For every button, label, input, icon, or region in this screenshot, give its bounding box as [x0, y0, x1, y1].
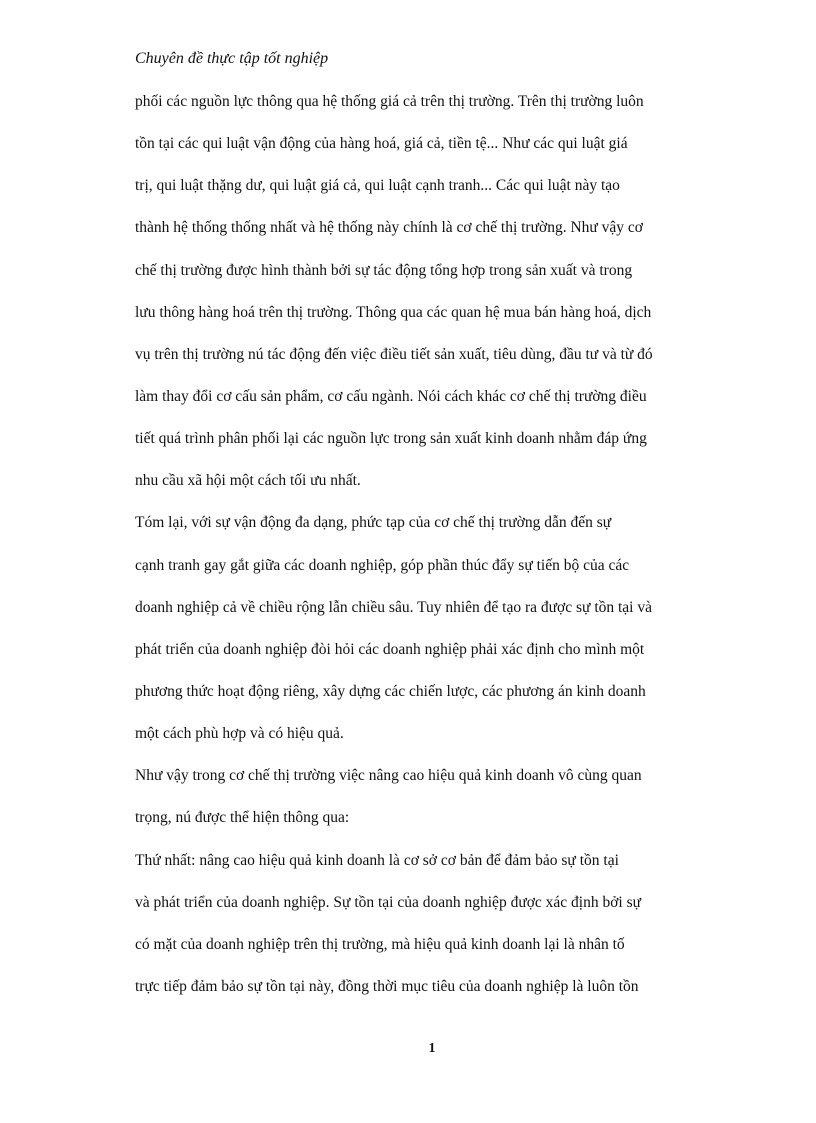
text-line: phương thức hoạt động riêng, xây dựng các chiến lược, các phương án kinh doanh [135, 682, 646, 700]
body-text [135, 89, 715, 1016]
text-line: thành hệ thống thống nhất và hệ thống này chính là cơ chế thị trường. Như vậy cơ [135, 219, 643, 237]
text-line: vụ trên thị trường nú tác động đến việc điều tiết sản xuất, tiêu dùng, đầu tư và từ đó [135, 345, 653, 363]
page-number: 1 [428, 1041, 436, 1056]
text-line: Như vậy trong cơ chế thị trường việc nâng cao hiệu quả kinh doanh vô cùng quan [135, 767, 642, 785]
text-line: tiết quá trình phân phối lại các nguồn lực trong sản xuất kinh doanh nhằm đáp ứng [135, 430, 647, 448]
text-line: cạnh tranh gay gắt giữa các doanh nghiệp, góp phần thúc đẩy sự tiến bộ của các [135, 556, 630, 574]
text-line: Thứ nhất: nâng cao hiệu quả kinh doanh là cơ sở cơ bản để đảm bảo sự tồn tại [135, 851, 619, 869]
text-line: trực tiếp đảm bảo sự tồn tại này, đồng thời mục tiêu của doanh nghiệp là luôn tồn [135, 977, 639, 995]
text-line: Tóm lại, với sự vận động đa dạng, phức tạp của cơ chế thị trường dẫn đến sự [135, 514, 612, 532]
text-line: làm thay đổi cơ cấu sản phẩm, cơ cấu ngành. Nói cách khác cơ chế thị trường điều [135, 387, 647, 405]
text-line: chế thị trường được hình thành bởi sự tác động tổng hợp trong sản xuất và trong [135, 261, 633, 279]
text-line: doanh nghiệp cả về chiều rộng lẫn chiều sâu. Tuy nhiên để tạo ra được sự tồn tại và [135, 598, 652, 616]
text-line: phối các nguồn lực thông qua hệ thống giá cả trên thị trường. Trên thị trường luôn [135, 93, 644, 110]
text-line: lưu thông hàng hoá trên thị trường. Thông qua các quan hệ mua bán hàng hoá, dịch [135, 303, 652, 321]
text-line: nhu cầu xã hội một cách tối ưu nhất. [135, 472, 361, 490]
text-line: có mặt của doanh nghiệp trên thị trường, mà hiệu quả kinh doanh lại là nhân tố [135, 935, 625, 953]
text-line: một cách phù hợp và có hiệu quả. [135, 725, 344, 743]
text-line: và phát triển của doanh nghiệp. Sự tồn tại của doanh nghiệp được xác định bởi sự [135, 893, 642, 911]
running-header: Chuyên đề thực tập tốt nghiệp [135, 50, 329, 67]
text-line: phát triển của doanh nghiệp đòi hỏi các doanh nghiệp phải xác định cho mình một [135, 640, 645, 658]
text-line: tồn tại các qui luật vận động của hàng hoá, giá cả, tiền tệ... Như các qui luật giá [135, 135, 628, 153]
text-line: trị, qui luật thặng dư, qui luật giá cả, qui luật cạnh tranh... Các qui luật này tạo [135, 177, 620, 195]
text-line: trọng, nú được thể hiện thông qua: [135, 809, 350, 827]
